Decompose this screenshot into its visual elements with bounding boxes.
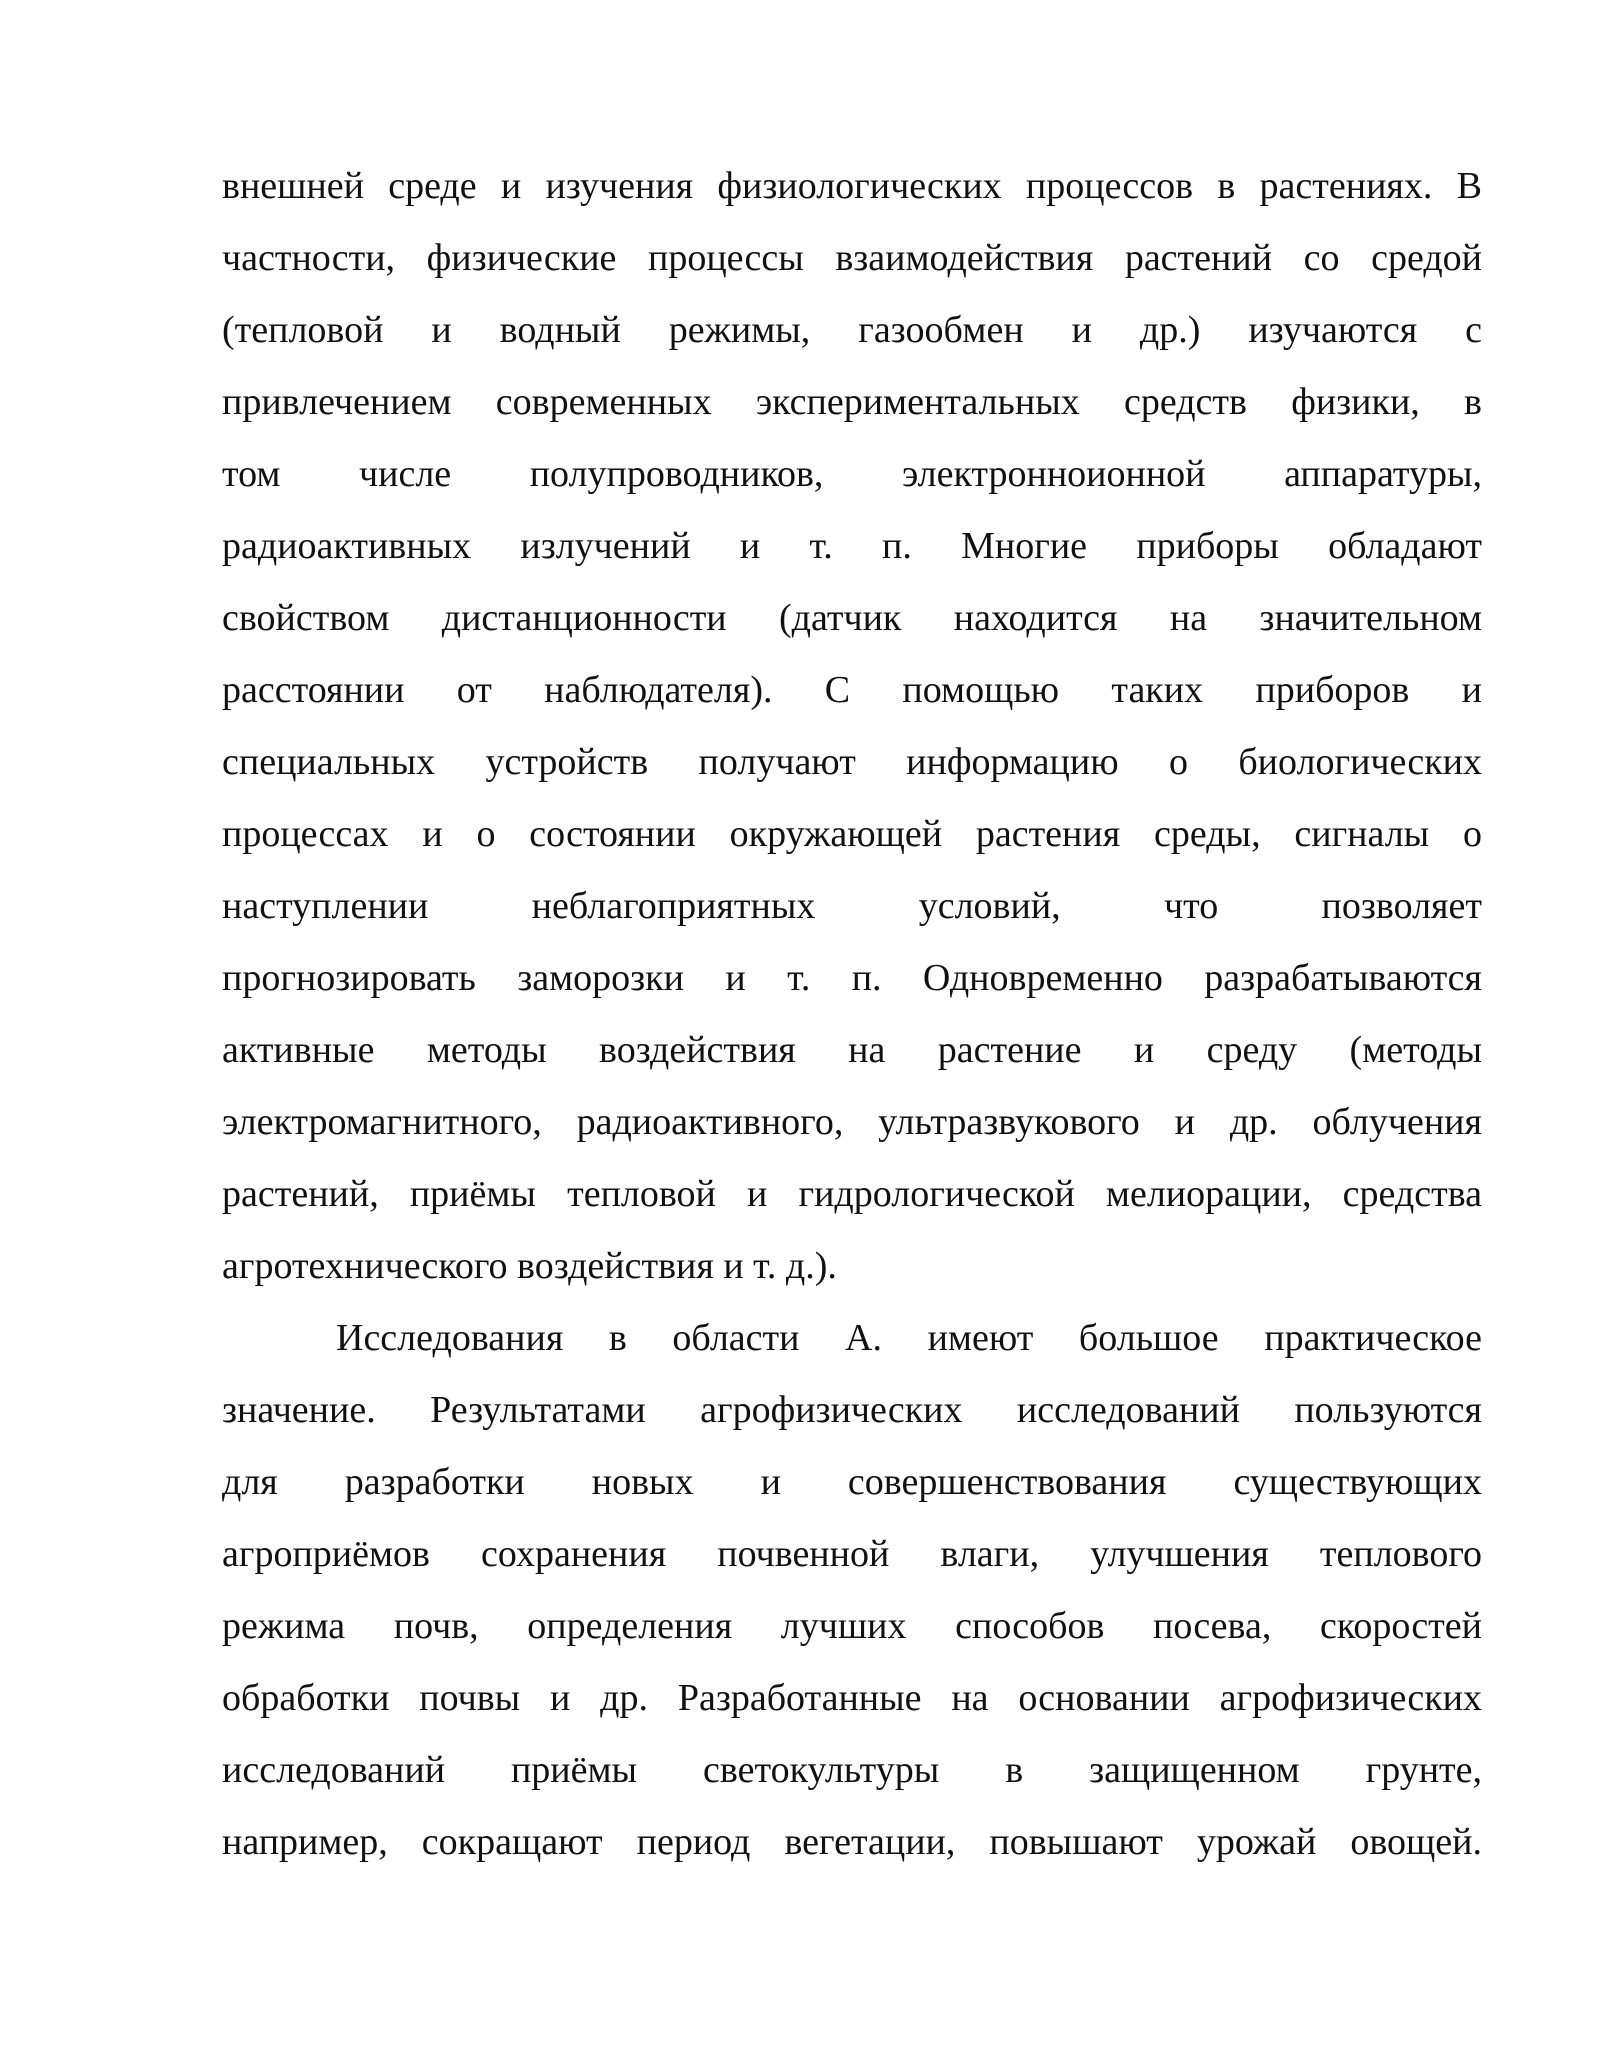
text-line: том числе полупроводников, электронноионной аппаратуры,	[222, 453, 1482, 495]
text-line: режима почв, определения лучших способов посева, скоростей	[222, 1605, 1482, 1647]
text-line: свойством дистанционности (датчик находится на значительном	[222, 597, 1482, 639]
text-line: Исследования в области А. имеют большое практическое	[336, 1317, 1482, 1359]
text-line: внешней среде и изучения физиологических процессов в растениях. В	[222, 165, 1482, 207]
text-line: расстоянии от наблюдателя). С помощью таких приборов и	[222, 669, 1482, 711]
paragraph-2	[222, 1302, 1482, 1878]
text-line: наступлении неблагоприятных условий, что позволяет	[222, 885, 1482, 927]
text-line: активные методы воздействия на растение и среду (методы	[222, 1029, 1482, 1071]
text-line: специальных устройств получают информацию о биологических	[222, 741, 1482, 783]
text-line: исследований приёмы светокультуры в защищенном грунте,	[222, 1749, 1482, 1791]
text-line: значение. Результатами агрофизических исследований пользуются	[222, 1389, 1482, 1431]
text-line: для разработки новых и совершенствования существующих	[222, 1461, 1482, 1503]
document-body	[222, 150, 1482, 1878]
text-line: растений, приёмы тепловой и гидрологической мелиорации, средства	[222, 1173, 1482, 1215]
text-line: частности, физические процессы взаимодействия растений со средой	[222, 237, 1482, 279]
text-line: (тепловой и водный режимы, газообмен и др.) изучаются с	[222, 309, 1482, 351]
text-line: агротехнического воздействия и т. д.).	[222, 1245, 837, 1287]
text-line: обработки почвы и др. Разработанные на основании агрофизических	[222, 1677, 1482, 1719]
text-line: агроприёмов сохранения почвенной влаги, улучшения теплового	[222, 1533, 1482, 1575]
text-line: привлечением современных экспериментальных средств физики, в	[222, 381, 1482, 423]
text-line: например, сокращают период вегетации, повышают урожай овощей.	[222, 1821, 1482, 1863]
text-line: электромагнитного, радиоактивного, ультразвукового и др. облучения	[222, 1101, 1482, 1143]
text-line: процессах и о состоянии окружающей растения среды, сигналы о	[222, 813, 1482, 855]
text-line: радиоактивных излучений и т. п. Многие приборы обладают	[222, 525, 1482, 567]
paragraph-1	[222, 150, 1482, 1302]
text-line: прогнозировать заморозки и т. п. Одновременно разрабатываются	[222, 957, 1482, 999]
